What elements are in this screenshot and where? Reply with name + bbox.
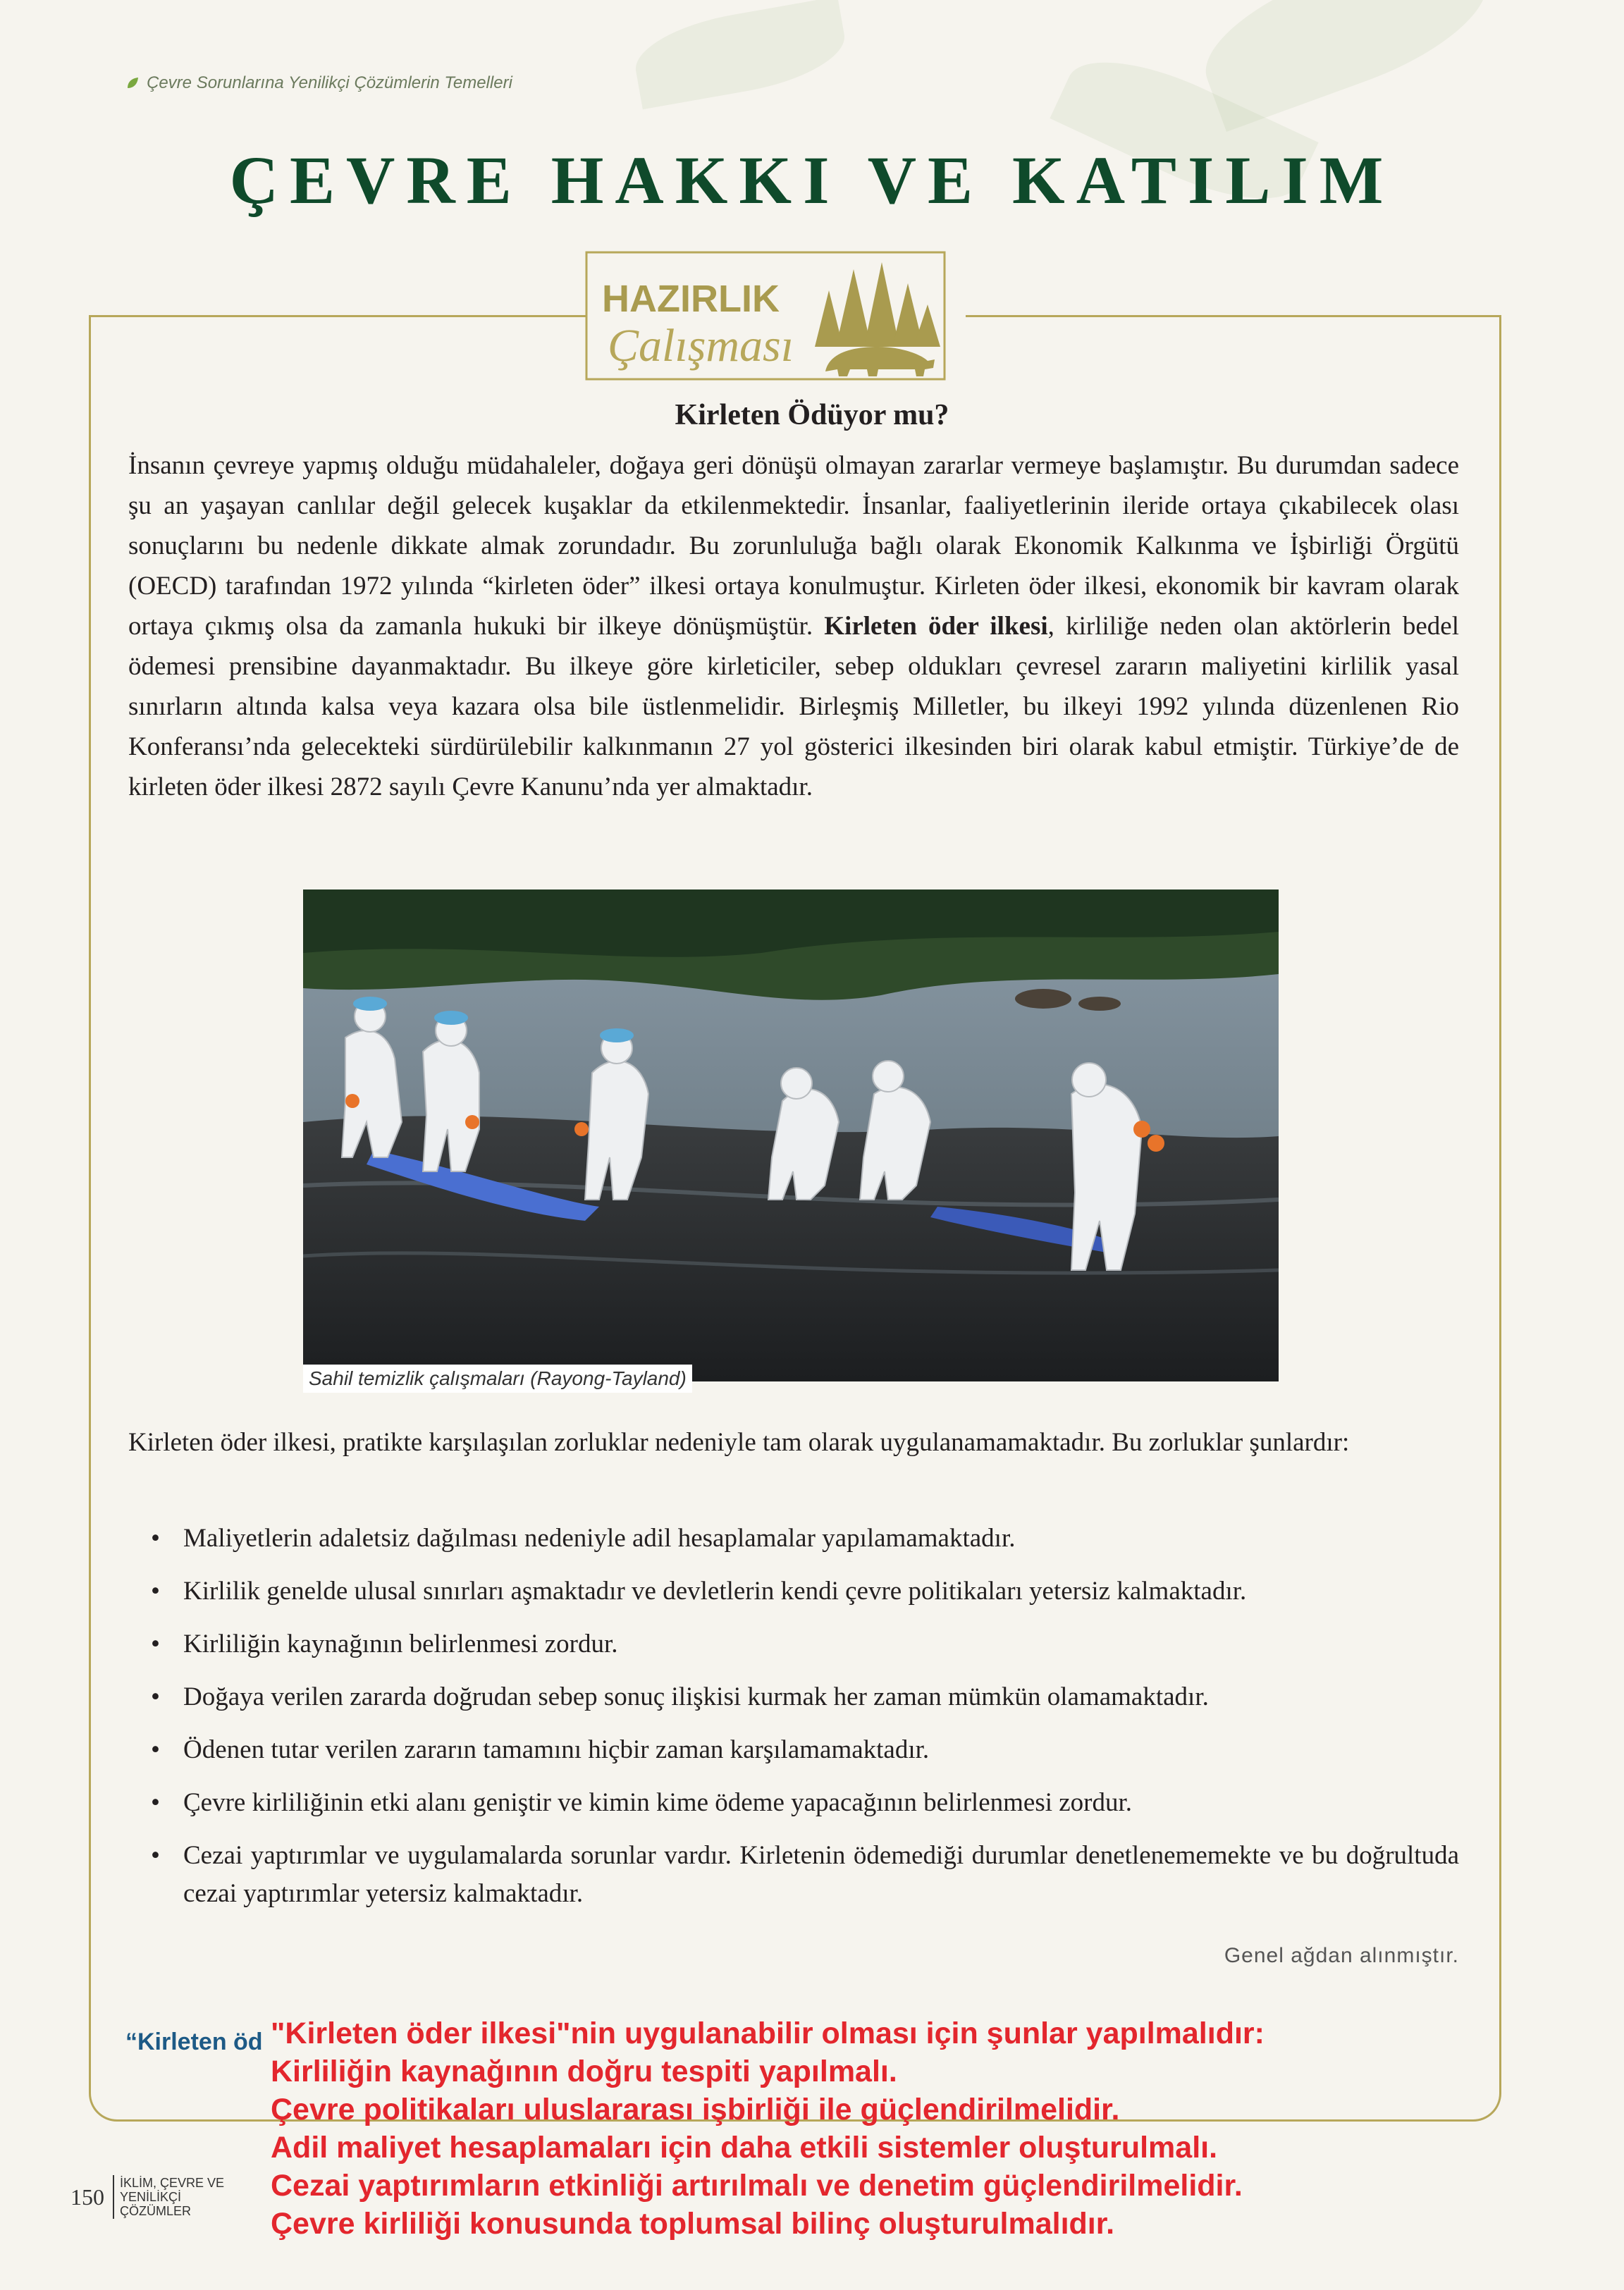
answer-line: Çevre kirliliği konusunda toplumsal bilinç oluşturulmalıdır. xyxy=(271,2207,1115,2241)
list-item: • Kirliliğin kaynağının belirlenmesi zordur. xyxy=(151,1625,1459,1663)
list-item: • Cezai yaptırımlar ve uygulamalarda sorunlar vardır. Kirletenin ödemediği durumlar denetlenememekte ve bu doğrultuda cezai yaptırımlar yetersiz kalmaktadır. xyxy=(151,1837,1459,1913)
breadcrumb xyxy=(125,73,512,93)
section-title: Kirleten Ödüyor mu? xyxy=(675,399,949,431)
leaf-icon xyxy=(125,76,140,90)
beach-cleanup-photo xyxy=(303,889,1279,1381)
badge-title: HAZIRLIK xyxy=(602,278,780,320)
answer-overlay xyxy=(271,2014,1469,2243)
frame-top-border xyxy=(966,315,1499,317)
book-title xyxy=(120,2176,247,2218)
book-title-line: YENİLİKÇİ ÇÖZÜMLER xyxy=(120,2190,192,2218)
answer-line: Çevre politikaları uluslararası işbirliği ile güçlendirilmelidir. xyxy=(271,2093,1120,2126)
intro-bold-term: Kirleten öder ilkesi xyxy=(824,612,1048,641)
page-number: 150 xyxy=(70,2184,104,2210)
page-footer xyxy=(70,2175,247,2219)
frame-top-border xyxy=(89,315,596,317)
answer-line: Cezai yaptırımların etkinliği artırılmalı ve denetim güçlendirilmelidir. xyxy=(271,2169,1243,2203)
list-item: • Kirlilik genelde ulusal sınırları aşmaktadır ve devletlerin kendi çevre politikaları yetersiz kalmaktadır. xyxy=(151,1572,1459,1611)
answer-line: Kirliliğin kaynağının doğru tespiti yapılmalı. xyxy=(271,2055,897,2088)
question-text: “Kirleten öd xyxy=(125,2029,263,2055)
footer-divider xyxy=(113,2175,114,2219)
source-note: Genel ağdan alınmıştır. xyxy=(1224,1944,1459,1967)
intro-text-continued: , kirliliğe neden olan aktörlerin bedel ödemesi prensibine dayanmaktadır. Bu ilkeye göre kirleticiler, sebep oldukları çevresel zararın maliyetini kirlilik yasal sınırların altında kalsa veya kazara olsa bile üstlenmelidir. Birleşmiş Milletler, bu ilkeyi 1992 yılında düzenlenen Rio Konferansı’nda gelecekteki sürdürülebilir kalkınmanın 27 yol gösterici ilkesinden biri olarak kabul etmiştir. Türkiye’de de kirleten öder ilkesi 2872 sayılı Çevre Kanunu’nda yer almaktadır. xyxy=(128,612,1459,801)
difficulties-intro: Kirleten öder ilkesi, pratikte karşılaşılan zorluklar nedeniyle tam olarak uygulanamamaktadır. Bu zorluklar şunlardır: xyxy=(128,1428,1350,1457)
book-title-line: İKLİM, ÇEVRE VE xyxy=(120,2176,225,2190)
intro-text: İnsanın çevreye yapmış olduğu müdahaleler, doğaya geri dönüşü olmayan zararlar vermeye başlamıştır. Bu durumdan sadece şu an yaşayan canlılar değil gelecek kuşaklar da etkilenmektedir. İnsanlar, faaliyetlerinin ileride ortaya çıkabilecek olası sonuçlarını bu nedenle dikkate almak zorundadır. Bu zorunluluğa bağlı olarak Ekonomik Kalkınma ve İşbirliği Örgütü (OECD) tarafından 1972 yılında “kirleten öder” ilkesi ortaya konulmuştur. Kirleten öder ilkesi, ekonomik bir kavram olarak ortaya çıkmış olsa da zamanla hukuki bir ilkeye dönüşmüştür. xyxy=(128,451,1459,641)
intro-paragraph xyxy=(128,445,1459,807)
list-item: • Ödenen tutar verilen zararın tamamını hiçbir zaman karşılamamaktadır. xyxy=(151,1731,1459,1769)
answer-line: "Kirleten öder ilkesi"nin uygulanabilir olması için şunlar yapılmalıdır: xyxy=(271,2017,1265,2050)
list-item: • Doğaya verilen zararda doğrudan sebep sonuç ilişkisi kurmak her zaman mümkün olamamaktadır. xyxy=(151,1678,1459,1716)
background-leaf-decoration xyxy=(629,0,851,109)
page-title: ÇEVRE HAKKI VE KATILIM xyxy=(229,142,1395,218)
difficulties-list xyxy=(151,1520,1459,1928)
hazirlik-badge xyxy=(582,248,949,383)
list-item: • Maliyetlerin adaletsiz dağılması nedeniyle adil hesaplamalar yapılamamaktadır. xyxy=(151,1520,1459,1558)
photo-caption: Sahil temizlik çalışmaları (Rayong-Tayland) xyxy=(303,1365,692,1393)
list-item: • Çevre kirliliğinin etki alanı geniştir ve kimin kime ödeme yapacağının belirlenmesi zordur. xyxy=(151,1784,1459,1822)
badge-subtitle: Çalışması xyxy=(608,320,794,371)
breadcrumb-text: Çevre Sorunlarına Yenilikçi Çözümlerin Temelleri xyxy=(147,73,512,92)
answer-line: Adil maliyet hesaplamaları için daha etkili sistemler oluşturulmalı. xyxy=(271,2131,1218,2165)
